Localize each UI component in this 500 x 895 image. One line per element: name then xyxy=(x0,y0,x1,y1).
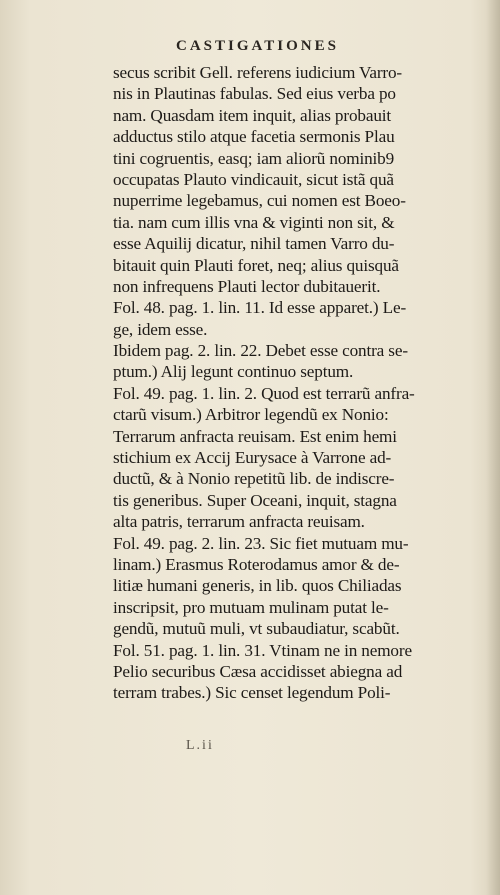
text-line: inscripsit, pro mutuam mulinam putat le- xyxy=(113,597,389,617)
text-line: terram trabes.) Sic censet legendum Poli- xyxy=(113,683,391,703)
text-line: nuperrime legebamus, cui nomen est Boeo- xyxy=(113,191,406,211)
text-line: occupatas Plauto vindicauit, sicut istã quã xyxy=(113,169,394,189)
text-line: ductũ, & à Nonio repetitũ lib. de indiscre- xyxy=(113,469,395,489)
text-line: Terrarum anfracta reuisam. Est enim hemi xyxy=(113,426,397,446)
body-text xyxy=(113,62,473,704)
text-line: tia. nam cum illis vna & viginti non sit, & xyxy=(113,212,395,232)
page-edge-shadow xyxy=(486,0,500,895)
text-line: Fol. 49. pag. 1. lin. 2. Quod est terrarũ anfra- xyxy=(113,383,415,403)
text-line: bitauit quin Plauti foret, neq; alius quisquã xyxy=(113,255,399,275)
text-line: secus scribit Gell. referens iudicium Varro- xyxy=(113,63,402,82)
running-head: CASTIGATIONES xyxy=(176,38,339,54)
signature-mark: L.ii xyxy=(186,738,214,753)
text-line: tini cogruentis, easq; iam aliorũ nominib9 xyxy=(113,148,395,168)
text-line: alta patris, terrarum anfracta reuisam. xyxy=(113,512,365,532)
text-line: ctarũ visum.) Arbitror legendũ ex Nonio: xyxy=(113,405,389,425)
text-line: Ibidem pag. 2. lin. 22. Debet esse contra se- xyxy=(113,341,408,361)
text-line: adductus stilo atque facetia sermonis Plau xyxy=(113,127,395,147)
text-line: litiæ humani generis, in lib. quos Chiliadas xyxy=(113,576,402,596)
text-line: nam. Quasdam item inquit, alias probauit xyxy=(113,105,392,125)
text-line: tis generibus. Super Oceani, inquit, stagna xyxy=(113,490,397,510)
text-line: ge, idem esse. xyxy=(113,319,208,339)
text-line: Fol. 48. pag. 1. lin. 11. Id esse apparet.) Le- xyxy=(113,298,407,318)
text-line: non infrequens Plauti lector dubitauerit. xyxy=(113,276,381,296)
text-line: linam.) Erasmus Roterodamus amor & de- xyxy=(113,554,400,574)
text-line: esse Aquilij dicatur, nihil tamen Varro du- xyxy=(113,234,395,254)
text-line: Fol. 49. pag. 2. lin. 23. Sic fiet mutuam mu- xyxy=(113,533,409,553)
text-line: nis in Plautinas fabulas. Sed eius verba po xyxy=(113,84,396,104)
text-line: Fol. 51. pag. 1. lin. 31. Vtinam ne in nemore xyxy=(113,640,412,660)
text-line: gendũ, mutuũ muli, vt subaudiatur, scabũt. xyxy=(113,619,400,639)
text-line: Pelio securibus Cæsa accidisset abiegna ad xyxy=(113,661,403,681)
text-line: ptum.) Alij legunt continuo septum. xyxy=(113,362,354,382)
text-line: stichium ex Accij Eurysace à Varrone ad- xyxy=(113,448,392,468)
